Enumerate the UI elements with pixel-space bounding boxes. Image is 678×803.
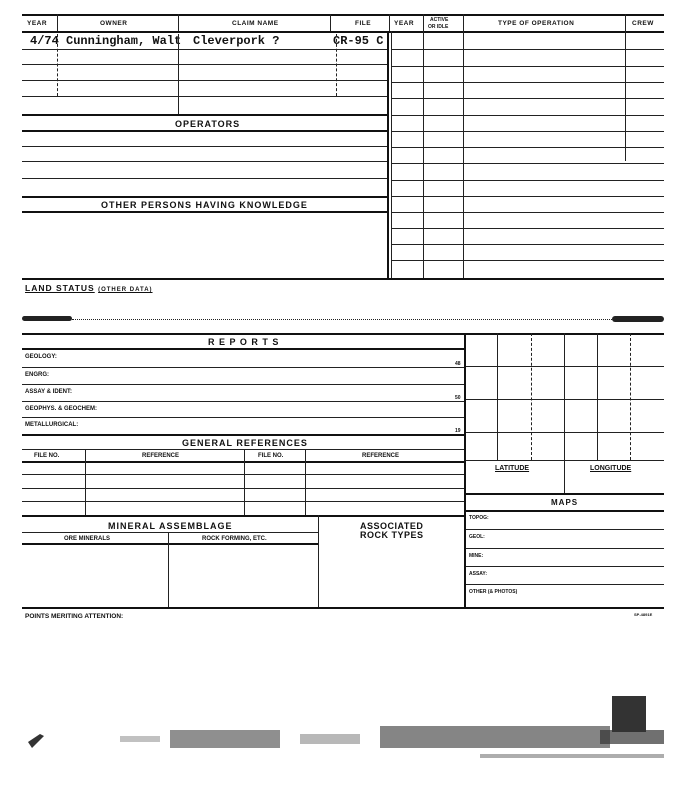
- refs-file-no-1: FILE NO.: [34, 453, 60, 459]
- header-year: YEAR: [27, 20, 48, 27]
- entry-owner: Cunningham, Walt: [66, 34, 182, 48]
- mineral-assemblage-heading: MINERAL ASSEMBLAGE: [108, 521, 233, 531]
- header-active: ACTIVE: [430, 17, 449, 23]
- header-claim-name: CLAIM NAME: [232, 20, 279, 27]
- other-persons-heading: OTHER PERSONS HAVING KNOWLEDGE: [101, 200, 308, 210]
- scan-smudge-left: [22, 316, 72, 321]
- header-type-of-operation: TYPE OF OPERATION: [498, 20, 575, 27]
- header-crew: CREW: [632, 20, 654, 27]
- report-geophys: GEOPHYS. & GEOCHEM:: [25, 406, 98, 412]
- refs-reference-1: REFERENCE: [142, 453, 180, 459]
- entry-file: CR-95 C: [333, 34, 384, 48]
- land-status-label: LAND STATUS: [25, 283, 95, 293]
- points-meriting-attention: POINTS MERITING ATTENTION:: [25, 613, 124, 620]
- report-num-19: 19: [455, 428, 461, 434]
- maps-mine: MINE:: [469, 553, 484, 559]
- rock-forming-label: ROCK FORMING, ETC.: [202, 536, 267, 542]
- longitude-label: LONGITUDE: [590, 465, 632, 472]
- ore-minerals-label: ORE MINERALS: [64, 536, 111, 542]
- header-or-idle: OR IDLE: [428, 24, 449, 30]
- maps-topog: TOPOG:: [469, 515, 489, 521]
- maps-assay: ASSAY:: [469, 571, 488, 577]
- scan-smudge-right: [612, 316, 664, 322]
- report-num-50: 50: [455, 395, 461, 401]
- entry-claim-name: Cleverpork ?: [193, 34, 280, 48]
- header-owner: OWNER: [100, 20, 128, 27]
- associated-rock-types-1: ASSOCIATED: [360, 521, 424, 531]
- general-references-heading: GENERAL REFERENCES: [182, 438, 308, 448]
- land-status-sub: (OTHER DATA): [98, 287, 153, 293]
- report-assay: ASSAY & IDENT:: [25, 389, 73, 395]
- header-year-2: YEAR: [394, 20, 415, 27]
- refs-reference-2: REFERENCE: [362, 453, 400, 459]
- entry-year: 4/74: [30, 34, 59, 48]
- report-geology: GEOLOGY:: [25, 354, 57, 360]
- header-file: FILE: [355, 20, 372, 27]
- maps-other: OTHER (& PHOTOS): [469, 589, 518, 595]
- maps-heading: MAPS: [551, 498, 579, 507]
- report-metallurgical: METALLURGICAL:: [25, 422, 79, 428]
- scan-noise-band: [0, 690, 678, 770]
- land-status-heading: [25, 283, 153, 293]
- operators-heading: OPERATORS: [175, 119, 241, 129]
- form-code: SP-4891E: [634, 612, 653, 617]
- report-num-48: 48: [455, 361, 461, 367]
- latitude-label: LATITUDE: [495, 465, 530, 472]
- associated-rock-types-2: ROCK TYPES: [360, 530, 424, 540]
- reports-heading: R E P O R T S: [208, 337, 280, 347]
- maps-geol: GEOL:: [469, 534, 485, 540]
- report-engrg: ENGRG:: [25, 372, 49, 378]
- refs-file-no-2: FILE NO.: [258, 453, 284, 459]
